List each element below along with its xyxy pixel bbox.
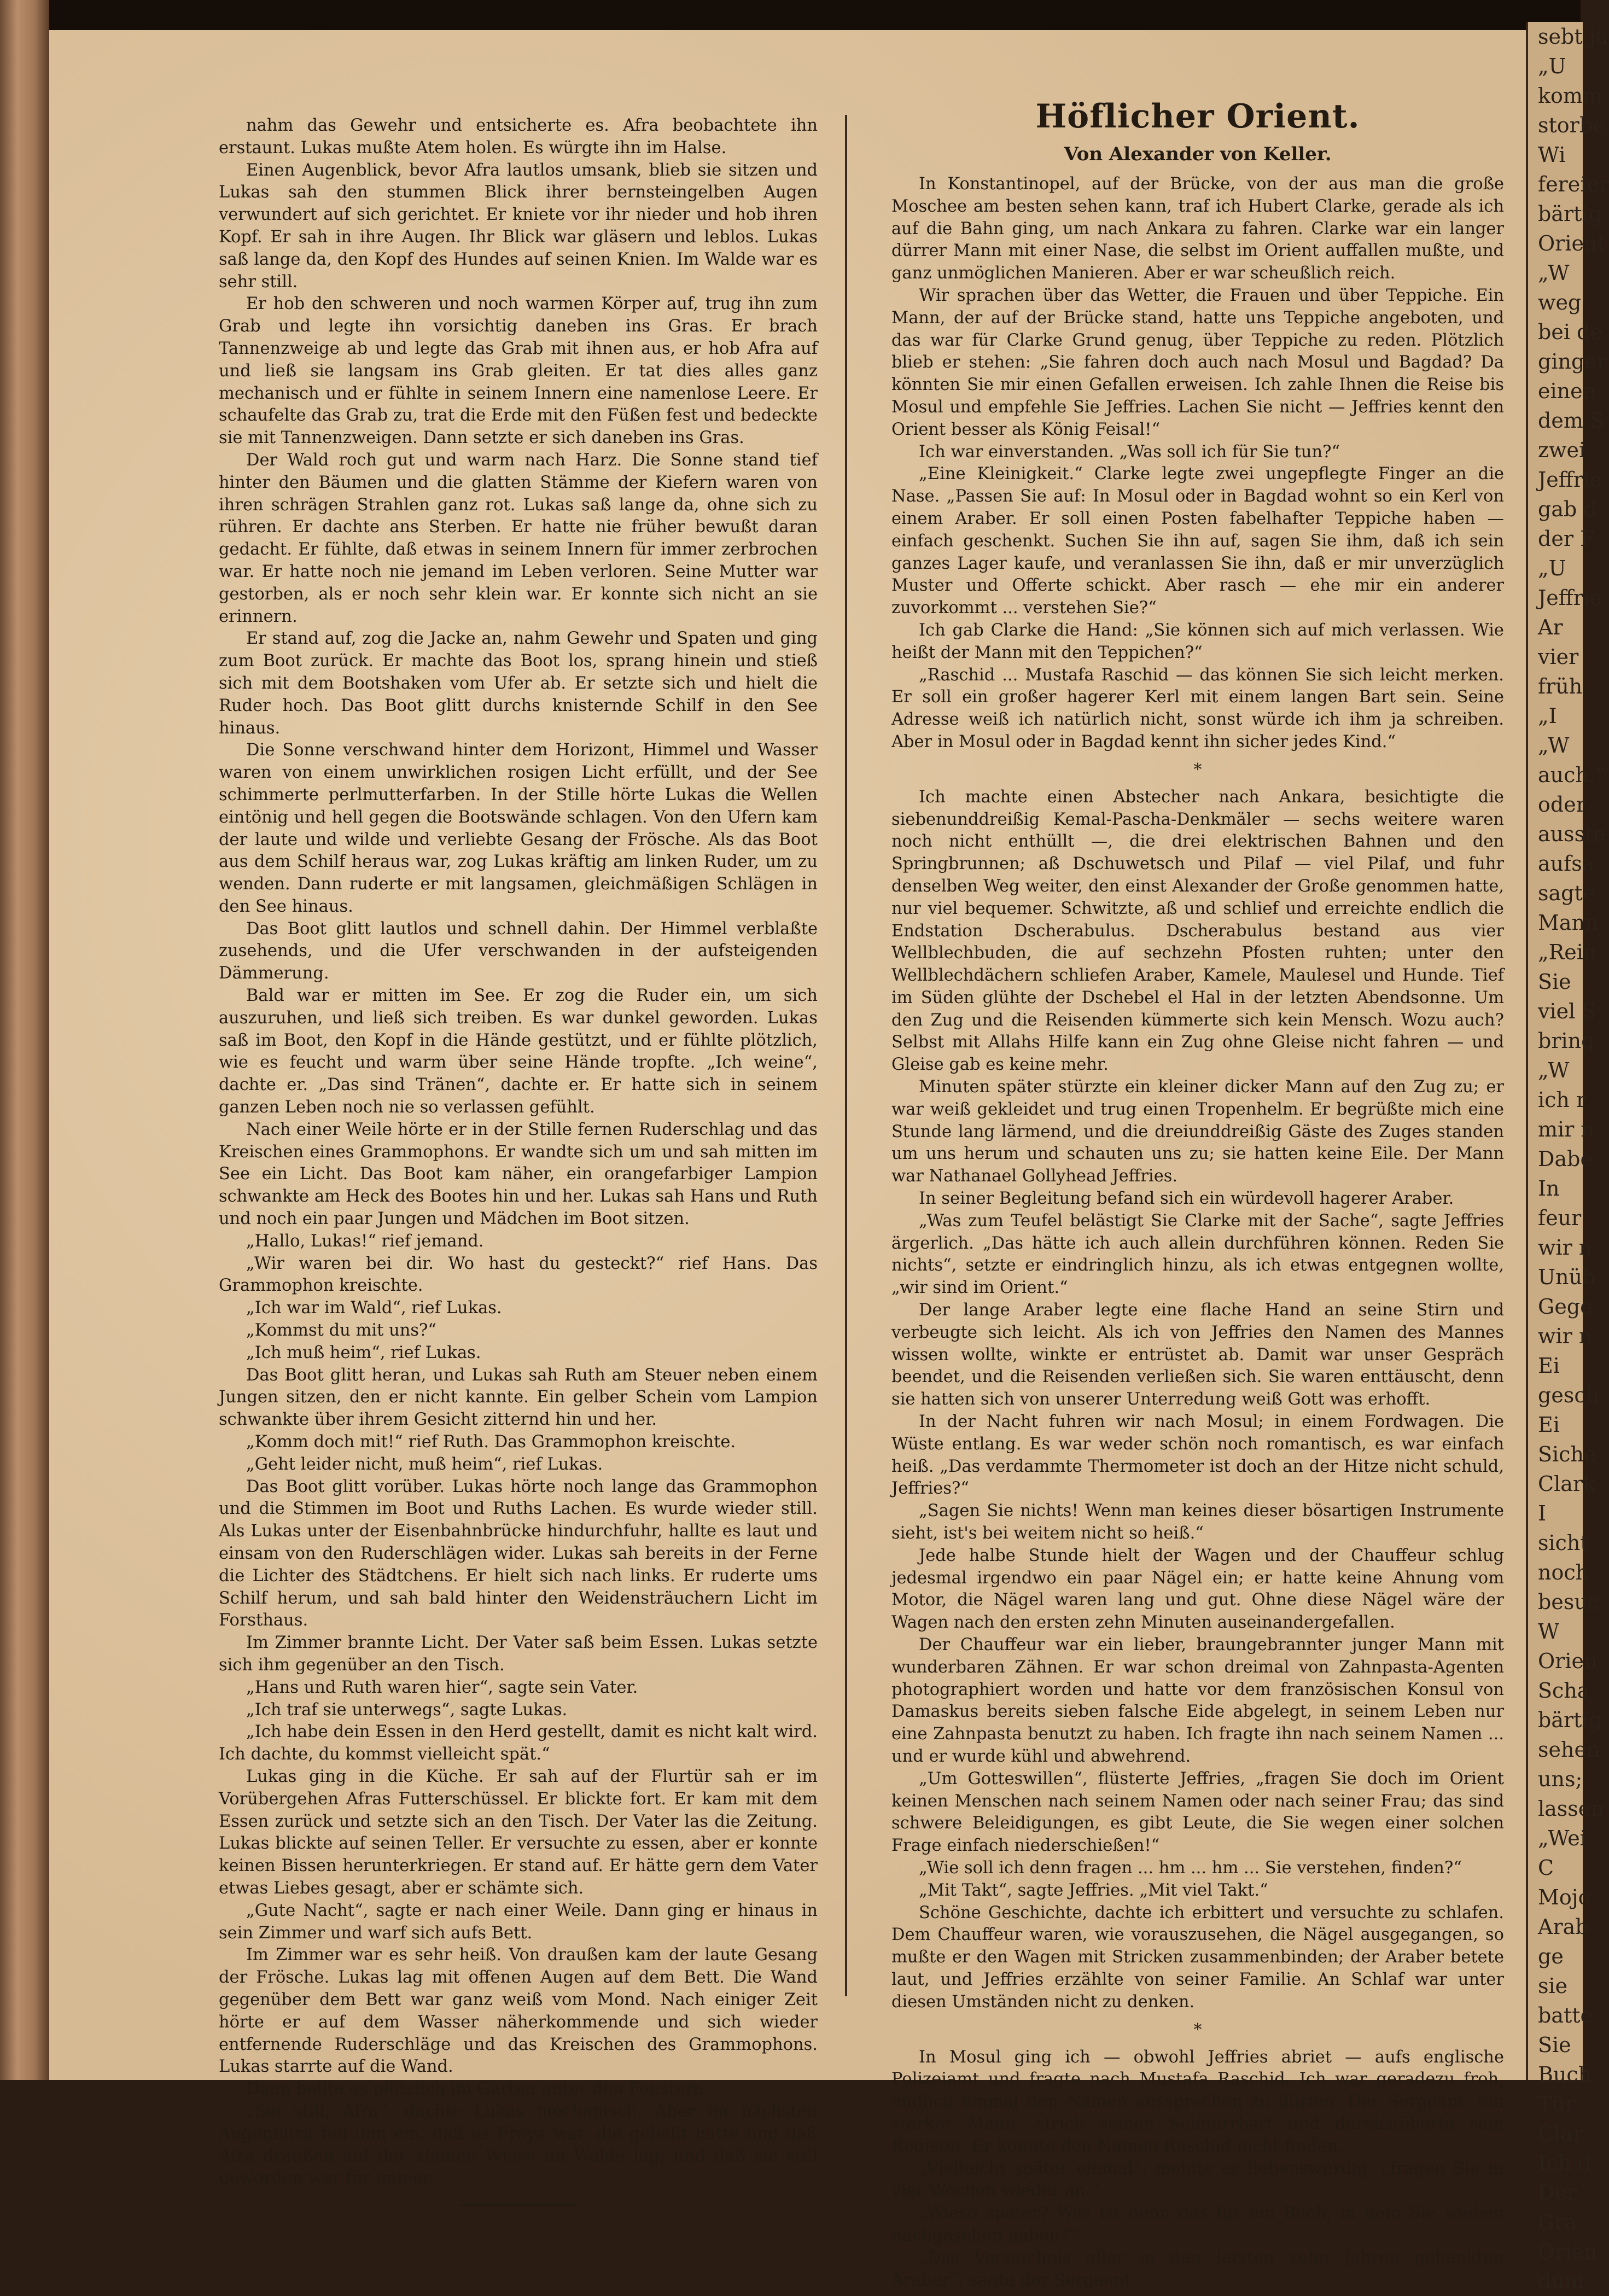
paragraph: Der Wald roch gut und warm nach Harz. Die Sonne stand tief hinter den Bäumen und die glatten Stämme der Kiefern waren von ihren schrägen Strahlen ganz rot. Lukas saß lange da, ohne sich zu rühren. Er dachte ans Sterben. Er hatte nie früher bewußt daran gedacht. Er fühlte, daß etwas in seinem Innern für immer zerbrochen war. Er hatte noch nie jemand im Leben verloren. Seine Mutter war gestorben, als er noch sehr klein war. Er konnte sich nicht an sie erinnern. <box>219 450 818 626</box>
adjacent-page-text-fragment: sie <box>1538 1974 1568 1998</box>
adjacent-page-text-fragment: bärtig <box>1538 202 1602 226</box>
adjacent-page-text-fragment: uns; <box>1538 1767 1583 1791</box>
adjacent-page-text-fragment: Sie <box>1538 970 1571 994</box>
article-section-1 <box>891 173 1504 754</box>
adjacent-page-text-fragment: „U <box>1538 54 1566 78</box>
paragraph: Er stand auf, zog die Jacke an, nahm Gewehr und Spaten und ging zum Boot zurück. Er machte das Boot los, sprang hinein und stieß sich mit dem Bootshaken vom Ufer ab. Er setzte sich und hielt die Ruder hoch. Das Boot glitt durchs knisternde Schilf in den See hinaus. <box>219 629 818 738</box>
adjacent-page-text-fragment: Arab <box>1538 1915 1589 1939</box>
adjacent-page-text-fragment: I <box>1538 1501 1547 1525</box>
paragraph: „Ich muß heim“, rief Lukas. <box>246 1343 481 1362</box>
adjacent-page-text-fragment: Clark <box>1538 1472 1596 1496</box>
adjacent-page-text-fragment: lassen <box>1538 1797 1604 1821</box>
article-section-2 <box>891 786 1504 2014</box>
adjacent-page-text-fragment: „W <box>1538 261 1570 285</box>
adjacent-page-text-fragment: „I <box>1538 704 1557 728</box>
paragraph: Minuten später stürzte ein kleiner dicker Mann auf den Zug zu; er war weiß gekleidet und trug einen Tropenhelm. Er begrüßte mich eine Stunde lang lärmend, und die dreiunddreißig Gäste des Zuges standen um uns herum und schauten uns zu; sie hatten keine Eile. Der Mann war Nathanael Gollyhead Jeffries. <box>891 1077 1504 1186</box>
adjacent-page-text-fragment: batte <box>1538 2003 1593 2027</box>
adjacent-page-text-fragment: ginger <box>1538 349 1607 374</box>
adjacent-page-text-fragment: Siche <box>1538 1442 1596 1466</box>
adjacent-page-text-fragment: einen <box>1538 379 1596 403</box>
paragraph: „Vielleicht später einmal“, meinte er liebenswürdig, „fragen Sie in vier Wochen wieder an.“ <box>891 2159 1504 2201</box>
adjacent-page-text-fragment: fereier <box>1538 172 1609 196</box>
adjacent-page-text-fragment: aufsa <box>1538 852 1595 876</box>
adjacent-page-text-fragment: weg <box>1538 290 1582 314</box>
adjacent-page-text-fragment: ich r <box>1538 1088 1587 1112</box>
adjacent-page-text-fragment: Ar <box>1538 615 1563 639</box>
book-binding <box>0 0 49 2080</box>
paragraph: Der Chauffeur war ein lieber, braungebrannter junger Mann mit wunderbaren Zähnen. Er war schon dreimal von Zahnpasta-Agenten photographiert worden und hatte vor dem französischen Konsul von Damaskus bereits sieben falsche Eide abgelegt, in seinem Leben nur eine Zahnpasta benutzt zu haben. Ich fragte ihn nach seinem Namen ... und er wurde kühl und abwehrend. <box>891 1635 1504 1766</box>
paragraph: Nach einer Weile hörte er in der Stille fernen Ruderschlag und das Kreischen eines Grammophons. Er wandte sich um und sah mitten im See ein Licht. Das Boot kam näher, ein orangefarbiger Lampion schwankte am Heck des Bootes hin und her. Lukas sah Hans und Ruth und noch ein paar Jungen und Mädchen im Boot sitzen. <box>219 1120 818 1229</box>
adjacent-page-text-fragment: Dabe <box>1538 1147 1593 1171</box>
adjacent-page-text-fragment: Scha <box>1538 1679 1590 1703</box>
adjacent-page-text-fragment: Unüb <box>1538 1265 1596 1289</box>
adjacent-page-text-fragment: Sie <box>1538 2033 1571 2057</box>
paragraph: nahm das Gewehr und entsicherte es. Afra beobachtete ihn erstaunt. Lukas mußte Atem holen. Es würgte ihn im Halse. <box>219 116 818 158</box>
paragraph: Das Boot glitt lautlos und schnell dahin. Der Himmel verblaßte zusehends, und die Ufer verschwanden in der aufsteigenden Dämmerung. <box>219 919 818 983</box>
adjacent-page-text-fragment: Der <box>1538 2181 1577 2205</box>
adjacent-page-text-fragment: „W <box>1538 1058 1570 1082</box>
adjacent-page-text-fragment: Mann <box>1538 911 1599 935</box>
paragraph: „Wieso später? Was ist denn das für ein Buch, in dem Sie soeben nachgesehen haben?“ <box>891 2204 1504 2245</box>
adjacent-page-text-fragment: Ei <box>1538 1413 1560 1437</box>
adjacent-page-text-fragment: bei de <box>1538 320 1602 344</box>
adjacent-page-text-fragment: „Wei <box>1538 1826 1587 1850</box>
scan-top-shadow <box>0 0 1581 30</box>
paragraph: „Kommst du mit uns?“ <box>246 1321 436 1341</box>
paragraph: „Raschid ... Mustafa Raschid — das können Sie sich leicht merken. Er soll ein großer hagerer Kerl mit einem langen Bart sein. Seine Adresse weiß ich natürlich nicht, sonst würde ich ihm ja schreiben. Aber in Mosul oder in Bagdad kennt ihn sicher jedes Kind.“ <box>891 665 1504 751</box>
paragraph: Schöne Geschichte, dachte ich erbittert und versuchte zu schlafen. Dem Chauffeur waren, wie vorauszusehen, die Nägel ausgegangen, so mußte er den Wagen mit Stricken zusammenbinden; der Araber betete laut, und Jeffries erzählte von seiner Familie. An Schlaf war unter diesen Umständen nicht zu denken. <box>891 1903 1504 2012</box>
paragraph: „Ich habe dein Essen in den Herd gestellt, damit es nicht kalt wird. Ich dachte, du kommst vielleicht spät.“ <box>219 1722 818 1764</box>
adjacent-page-text-fragment: Orient <box>1538 231 1606 255</box>
adjacent-page-text-fragment: wir n <box>1538 1324 1593 1348</box>
adjacent-page-text-fragment: noch <box>1538 1560 1589 1584</box>
adjacent-page-text-fragment: Clar <box>1538 2122 1583 2146</box>
adjacent-page-text-fragment: Mojo <box>1538 1885 1591 1909</box>
adjacent-page-text-fragment: auch.“ <box>1538 763 1606 787</box>
paragraph: Das Boot glitt heran, und Lukas sah Ruth am Steuer neben einem Jungen sitzen, den er nicht kannte. Ein gelber Schein vom Lampion schwankte über ihrem Gesicht zitternd hin und her. <box>219 1365 818 1430</box>
adjacent-page-text-fragment: sagte <box>1538 881 1595 905</box>
paragraph: Das Boot glitt vorüber. Lukas hörte noch lange das Grammophon und die Stimmen im Boot und Ruths Lachen. Es wurde wieder still. Als Lukas unter der Eisenbahnbrücke hindurchfuhr, hallte es laut und einsam von den Ruderschlägen wider. Lukas sah bereits in der Ferne die Lichter des Städtchens. Er hielt sich nach links. Er ruderte ums Schilf herum, und sah bald hinter den Weidensträuchern Licht im Forsthaus. <box>219 1477 818 1630</box>
adjacent-page-text-fragment: dem S <box>1538 409 1604 433</box>
adjacent-page-text-fragment: zwei <box>1538 438 1586 462</box>
adjacent-page-text-fragment: In <box>1538 1176 1560 1201</box>
adjacent-page-text-fragment: sicht <box>1538 1531 1589 1555</box>
paragraph: „Komm doch mit!“ rief Ruth. Das Grammophon kreischte. <box>246 1432 736 1452</box>
adjacent-page-text-fragment: Buch <box>1538 2062 1592 2087</box>
paragraph: „Gute Nacht“, sagte er nach einer Weile. Dann ging er hinaus in sein Zimmer und warf sich aufs Bett. <box>219 1901 818 1943</box>
paragraph: Bald war er mitten im See. Er zog die Ruder ein, um sich auszuruhen, und ließ sich treiben. Es war dunkel geworden. Lukas saß im Boot, den Kopf in die Hände gestützt, und er fühlte plötzlich, wie es feucht und warm über seine Hände tropfte. „Ich weine“, dachte er. „Das sind Tränen“, dachte er. Er hatte sich in seinem ganzen Leben noch nie so verlassen gefühlt. <box>219 986 818 1117</box>
adjacent-page-text-fragment: komm <box>1538 84 1602 108</box>
adjacent-page-text-fragment: gesch <box>1538 1383 1600 1407</box>
paragraph: „Eine Kleinigkeit.“ Clarke legte zwei ungepflegte Finger an die Nase. „Passen Sie auf: In Mosul oder in Bagdad wohnt so ein Kerl von einem Araber. Er soll einen Posten fabelhafter Teppiche haben — einfach geschenkt. Suchen Sie ihn auf, sagen Sie ihm, daß ich sein ganzes Lager kaufe, und veranlassen Sie ihn, daß er mir unverzüglich Muster und Offerte schickt. Aber rasch — ehe mir ein anderer zuvorkommt ... verstehen Sie?“ <box>891 464 1504 618</box>
paragraph: Die Sonne verschwand hinter dem Horizont, Himmel und Wasser waren von einem unwirklichen rosigen Licht erfüllt, und der See schimmerte perlmutterfarben. In der Stille hörte Lukas die Wellen eintönig und hell gegen die Bootswände schlagen. Von den Ufern kam der laute und wilde und verliebte Gesang der Frösche. Als das Boot aus dem Schilf heraus war, zog Lukas kräftig am linken Ruder, um zu wenden. Dann ruderte er mit langsamen, gleichmäßigen Schlägen in den See hinaus. <box>219 741 818 916</box>
paragraph: „Geht leider nicht, muß heim“, rief Lukas. <box>246 1454 603 1474</box>
paragraph: „Was zum Teufel belästigt Sie Clarke mit der Sache“, sagte Jeffries ärgerlich. „Das hätte ich auch allein durchführen können. Reden Sie nichts“, setzte er eindringlich hinzu, als ich etwas entgegnen wollte, „wir sind im Orient.“ <box>891 1211 1504 1298</box>
paragraph: „Ich traf sie unterwegs“, sagte Lukas. <box>246 1700 568 1720</box>
left-column-story <box>219 115 818 2206</box>
paragraph: Im Zimmer brannte Licht. Der Vater saß beim Essen. Lukas setzte sich ihm gegenüber an den Tisch. <box>219 1633 818 1675</box>
paragraph: In der Nacht fuhren wir nach Mosul; in einem Fordwagen. Die Wüste entlang. Es war weder schön noch romantisch, es war einfach heiß. „Das verdammte Thermometer ist doch an der Hitze nicht schuld, Jeffries?“ <box>891 1412 1504 1499</box>
paragraph: „Mit Takt“, sagte Jeffries. „Mit viel Takt.“ <box>919 1880 1268 1900</box>
adjacent-page-text-fragment: wir n <box>1538 1236 1593 1260</box>
paragraph: „Hans und Ruth waren hier“, sagte sein Vater. <box>246 1677 638 1697</box>
paragraph: In Mosul ging ich — obwohl Jeffries abriet — aufs englische Polizeiamt und fragte nach Mustafa Raschid. Ich war geradezu froh, endlich einmal den Namen aussprechen zu dürfen. Der Sergeant, ein starker Mann, strich seinen Schnurrbart und durchstöberte sein Register. Er konnte den Namen Raschid nicht finden. <box>891 2047 1504 2156</box>
adjacent-page-text-fragment: bring <box>1538 1029 1595 1053</box>
paragraph: Im Zimmer war es sehr heiß. Von draußen kam der laute Gesang der Frösche. Lukas lag mit offenen Augen auf dem Bett. Die Wand gegenüber dem Bett war ganz weiß vom Mond. Nach einiger Zeit hörte er auf dem Wasser näherkommende und sich wieder entfernende Ruderschläge und das Kreischen des Grammophons. Lukas starrte auf die Wand. <box>219 1945 818 2077</box>
adjacent-page-text-fragment: Ei <box>1538 1354 1560 1378</box>
adjacent-page-text-fragment: der F <box>1538 527 1595 551</box>
adjacent-page-text-fragment: oder <box>1538 792 1586 817</box>
adjacent-page-text-fragment: „Rein <box>1538 940 1597 964</box>
paragraph: In seiner Begleitung befand sich ein würdevoll hagerer Araber. <box>919 1189 1454 1209</box>
adjacent-page-text-fragment: storbe <box>1538 113 1605 137</box>
paragraph: Der lange Araber legte eine flache Hand an seine Stirn und verbeugte sich leicht. Als ich von Jeffries den Namen des Mannes wissen wollte, winkte er entrüstet ab. Damit war unser Gespräch beendet, und die Reisenden verließen sich. Sie waren enttäuscht, denn sie hatten sich von unserer Unterredung weiß Gott was erhofft. <box>891 1301 1504 1409</box>
adjacent-page-text-fragment: besuc <box>1538 1590 1600 1614</box>
adjacent-page-text-fragment: „U <box>1538 556 1566 580</box>
adjacent-page-text-fragment: sehen <box>1538 1738 1600 1762</box>
paragraph: Wir sprachen über das Wetter, die Frauen und über Teppiche. Ein Mann, der auf der Brücke stand, hatte uns Teppiche angeboten, und das war für Clarke Grund genug, über Teppiche zu reden. Plötzlich blieb er stehen: „Sie fahren doch auch nach Mosul und Bagdad? Da könnten Sie mir einen Gefallen erweisen. Ich zahle Ihnen die Reise bis Mosul und empfehle Sie Jeffries. Lachen Sie nicht — Jeffries kennt den Orient besser als König Feisal!“ <box>891 285 1504 439</box>
adjacent-page-text-fragment: C <box>1538 1856 1554 1880</box>
adjacent-page-text-fragment: Wi <box>1538 143 1566 167</box>
paragraph: „Um Gotteswillen“, flüsterte Jeffries, „fragen Sie doch im Orient keinen Menschen nach seinem Namen oder nach seiner Frau; das sind schwere Beleidigungen, es gibt Leute, die Sie wegen einer solchen Frage einfach niederschießen!“ <box>891 1769 1504 1856</box>
paragraph: Ich gab Clarke die Hand: „Sie können sich auf mich verlassen. Wie heißt der Mann mit den Teppichen?“ <box>891 620 1504 662</box>
paragraph: „Wie soll ich denn fragen ... hm ... hm ... Sie verstehen, finden?“ <box>919 1858 1462 1878</box>
paragraph: Dann bellte es plötzlich im Garten unter den Fenstern. <box>246 2079 709 2099</box>
paragraph: „Sei still, Afra“, dachte Lukas mechanisch. Aber im nächsten Augenblick fiel ihm ein, daß es Freya war, die gebellt hatte und daß Afra draußen auf der kleinen Wiese im Walde lag, und daß sie still geworden war für immer. <box>219 2101 818 2188</box>
adjacent-page-text-fragment: Ich d <box>1538 2151 1591 2175</box>
paragraph: „Sagen Sie nichts! Wenn man keines dieser bösartigen Instrumente sieht, ist's bei weitem nicht so heiß.“ <box>891 1501 1504 1543</box>
adjacent-page-text-fragment: ausste <box>1538 822 1606 846</box>
adjacent-page-text-fragment: Gege <box>1538 1295 1593 1319</box>
paragraph: „Das Verzeichnis aller in den letzten zehn Jahren gehenkten Araber“, sagte der Sergeant. <box>891 2248 1504 2290</box>
adjacent-page-text-fragment: vier <box>1538 645 1579 669</box>
article-title: Höflicher Orient. <box>1035 97 1360 136</box>
paragraph: „Hallo, Lukas!“ rief jemand. <box>246 1231 484 1251</box>
adjacent-page-text-fragment: Orien <box>1538 2240 1598 2264</box>
paragraph: „Wir waren bei dir. Wo hast du gesteckt?“ rief Hans. Das Grammophon kreischte. <box>219 1254 818 1296</box>
paragraph: In Konstantinopel, auf der Brücke, von der aus man die große Moschee am besten sehen kann, traf ich Hubert Clarke, gerade als ich auf die Bahn ging, um nach Ankara zu fahren. Clarke war ein langer dürrer Mann mit einer Nase, die selbst im Orient auffallen mußte, und ganz unmöglichen Manieren. Aber er war scheußlich reich. <box>891 174 1504 283</box>
adjacent-page-text-fragment: dum <box>1538 2269 1584 2293</box>
article-byline: Von Alexander von Keller. <box>1064 143 1332 165</box>
adjacent-page-text-fragment: Jeffrie <box>1538 586 1602 610</box>
paragraph: Lukas ging in die Küche. Er sah auf der Flurtür sah er im Vorübergehen Afras Futterschüssel. Er blickte fort. Er kam mit dem Essen zurück und setzte sich an den Tisch. Der Vater las die Zeitung. Lukas blickte auf seinen Teller. Er versuchte zu essen, aber er konnte keinen Bissen herunterkriegen. Er stand auf. Er hätte gern dem Vater etwas Liebes gesagt, aber er schämte sich. <box>219 1767 818 1898</box>
adjacent-page-edge <box>1526 22 1609 2293</box>
story-end-rule <box>461 2204 576 2206</box>
section-separator-2: * <box>1193 2020 1202 2039</box>
column-divider <box>845 115 847 1996</box>
adjacent-page-text-fragment: Jeffrie <box>1538 468 1602 492</box>
adjacent-page-text-fragment: Tür <box>1538 2092 1575 2116</box>
adjacent-page-text-fragment: sebt ja <box>1538 25 1608 49</box>
adjacent-page-text-fragment: mir n <box>1538 1117 1594 1141</box>
paragraph: „Ich war im Wald“, rief Lukas. <box>246 1298 502 1318</box>
section-separator-1: * <box>1193 760 1202 779</box>
adjacent-page-text-fragment: Orien <box>1538 1649 1598 1673</box>
adjacent-page-text-fragment: „W <box>1538 733 1570 757</box>
paragraph: Ich war einverstanden. „Was soll ich für Sie tun?“ <box>919 442 1340 462</box>
adjacent-page-text-fragment: gab d <box>1538 497 1597 521</box>
adjacent-page-text-fragment: bärtig <box>1538 1708 1602 1732</box>
paragraph: Ich machte einen Abstecher nach Ankara, besichtigte die siebenunddreißig Kemal-Pascha-Denkmäler — sechs weitere waren noch nicht enthüllt —, die drei elektrischen Bahnen und den Springbrunnen; aß Dschuwetsch und Pilaf — viel Pilaf, und fuhr denselben Weg weiter, den einst Alexander der Große genommen hatte, nur viel bequemer. Schwitzte, aß und schlief und erreichte endlich die Endstation Dscherabulus. Dscherabulus bestand aus vier Wellblechbuden, die auf sechzehn Pfosten ruhten; unter den Wellblechdächern schliefen Araber, Kamele, Maulesel und Hunde. Tief im Süden glühte der Dschebel el Hal in der letzten Abendsonne. Um den Zug und die Reisenden kümmerte sich kein Mensch. Wozu auch? Selbst mit Allahs Hilfe kann ein Zug ohne Gleise nicht fahren — und Gleise gab es keine mehr. <box>891 787 1504 1075</box>
paragraph: Jede halbe Stunde hielt der Wagen und der Chauffeur schlug jedesmal irgendwo ein paar Nägel ein; er hatte keine Ahnung vom Motor, die Nägel waren lang und gut. Ohne diese Nägel wäre der Wagen nach den ersten zehn Minuten auseinandergefallen. <box>891 1546 1504 1633</box>
article-section-3 <box>891 2047 1504 2292</box>
paragraph: Einen Augenblick, bevor Afra lautlos umsank, blieb sie sitzen und Lukas sah den stummen Blick ihrer bernsteingelben Augen verwundert auf sich gerichtet. Er kniete vor ihr nieder und hob ihren Kopf. Er sah in ihre Augen. Ihr Blick war gläsern und leblos. Lukas saß lange da, den Kopf des Hundes auf seinen Knien. Im Walde war es sehr still. <box>219 160 818 292</box>
adjacent-page-text-fragment: ge <box>1538 1944 1564 1968</box>
adjacent-page-text-fragment: früh <box>1538 674 1583 698</box>
paragraph: Er hob den schweren und noch warmen Körper auf, trug ihn zum Grab und legte ihn vorsichtig daneben ins Gras. Er brach Tannenzweige ab und legte das Grab mit ihnen aus, er hob Afra auf und ließ sie langsam ins Grab gleiten. Er tat dies alles ganz mechanisch und er fühlte in seinem Innern eine namenlose Leere. Er schaufelte das Grab zu, trat die Erde mit den Füßen fest und bedeckte sie mit Tannenzweigen. Dann setzte er sich daneben ins Gras. <box>219 294 818 448</box>
right-column-article <box>891 96 1504 2292</box>
adjacent-page-text-fragment: viel S <box>1538 999 1596 1023</box>
adjacent-page-text-fragment: W <box>1538 1619 1560 1644</box>
adjacent-page-text-fragment: feur <box>1538 1206 1582 1230</box>
adjacent-page-text-fragment: Gra <box>1538 2210 1577 2234</box>
